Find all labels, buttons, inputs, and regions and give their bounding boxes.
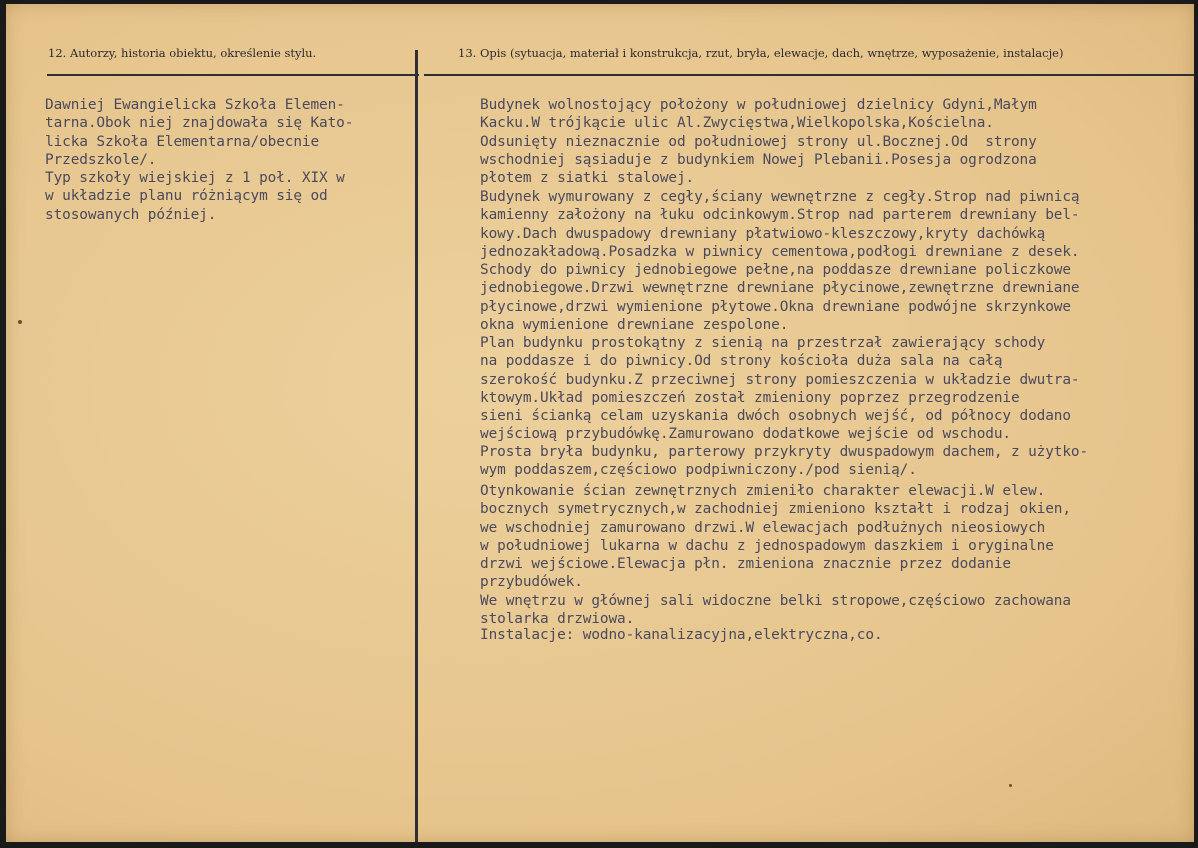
description-paragraph-location: Budynek wolnostojący położony w południowej dzielnicy Gdyni,Małym Kacku.W trójkącie ulic Al.Zwycięstwa,Wielkopolska,Kościelna. Odsunięty nieznacznie od południowej strony ul.Bocznej.Od strony wschodniej sąsiaduje z budynkiem Nowej Plebanii.Posesja ogrodzona płotem z siatki stalowej. [480,97,1037,187]
column-divider [415,50,418,842]
paper-speck [18,320,22,324]
history-text: Dawniej Ewangielicka Szkoła Elemen- tarna.Obok niej znajdowała się Kato- licka Szkoła Elementarna/obecnie Przedszkole/. Typ szkoły wiejskiej z 1 poł. XIX w w układzie planu różniącym się od stosowanych później. [45,97,354,223]
paper-speck [1009,784,1012,787]
description-paragraph-elevations: Otynkowanie ścian zewnętrznych zmieniło charakter elewacji.W elew. bocznych symetrycznych,w zachodniej zmieniono kształt i rodzaj okien, we wschodniej zamurowano drzwi.W elewacjach podłużnych nieosiowych w południowej lukarna w dachu z jednospadowym daszkiem i oryginalne drzwi wejściowe.Elewacja płn. zmieniona znacznie przez dodanie przybudówek. We wnętrzu w głównej sali widoczne belki stropowe,częściowo zachowana stolarka drzwiowa. [480,483,1071,628]
heading-underline-left [47,74,419,76]
description-paragraph-construction: Budynek wymurowany z cegły,ściany wewnętrzne z cegły.Strop nad piwnicą kamienny założony na łuku odcinkowym.Strop nad parterem drewniany bel- kowy.Dach dwuspadowy drewniany płatwiowo-kleszczowy,kryty dachówką jednozakładową.Posadzka w piwnicy cementowa,podłogi drewniane z desek. Schody do piwnicy jednobiegowe pełne,na poddasze drewniane policzkowe jednobiegowe.Drzwi wewnętrzne drewniane płycinowe,zewnętrzne drewniane płycinowe,drzwi wymienione płytowe.Okna drewniane podwójne skrzynkowe okna wymienione drewniane zespolone. [480,189,1080,334]
description-paragraph-plan: Plan budynku prostokątny z sienią na przestrzał zawierający schody na poddasze i do piwnicy.Od strony kościoła duża sala na całą szerokość budynku.Z przeciwnej strony pomieszczenia w układzie dwutra- ktowym.Układ pomieszczeń został zmieniony poprzez przegrodzenie sieni ścianką celam uzyskania dwóch osobnych wejść, od północy dodano wejściową przybudówkę.Zamurowano dodatkowe wejście od wschodu. [480,335,1080,443]
document-sheet [6,4,1194,842]
heading-underline-right [424,74,1194,76]
description-paragraph-form: Prosta bryła budynku, parterowy przykryty dwuspadowym dachem, z użytko- wym poddaszem,częściowo podpiwniczony./pod sienią/. [480,444,1089,479]
section-13-heading: 13. Opis (sytuacja, materiał i konstrukcja, rzut, bryła, elewacje, dach, wnętrze, wyposażenie, instalacje) [458,46,1064,60]
section-12-heading: 12. Autorzy, historia obiektu, określenie stylu. [48,46,317,60]
description-paragraph-installations: Instalacje: wodno-kanalizacyjna,elektryczna,co. [480,627,883,643]
